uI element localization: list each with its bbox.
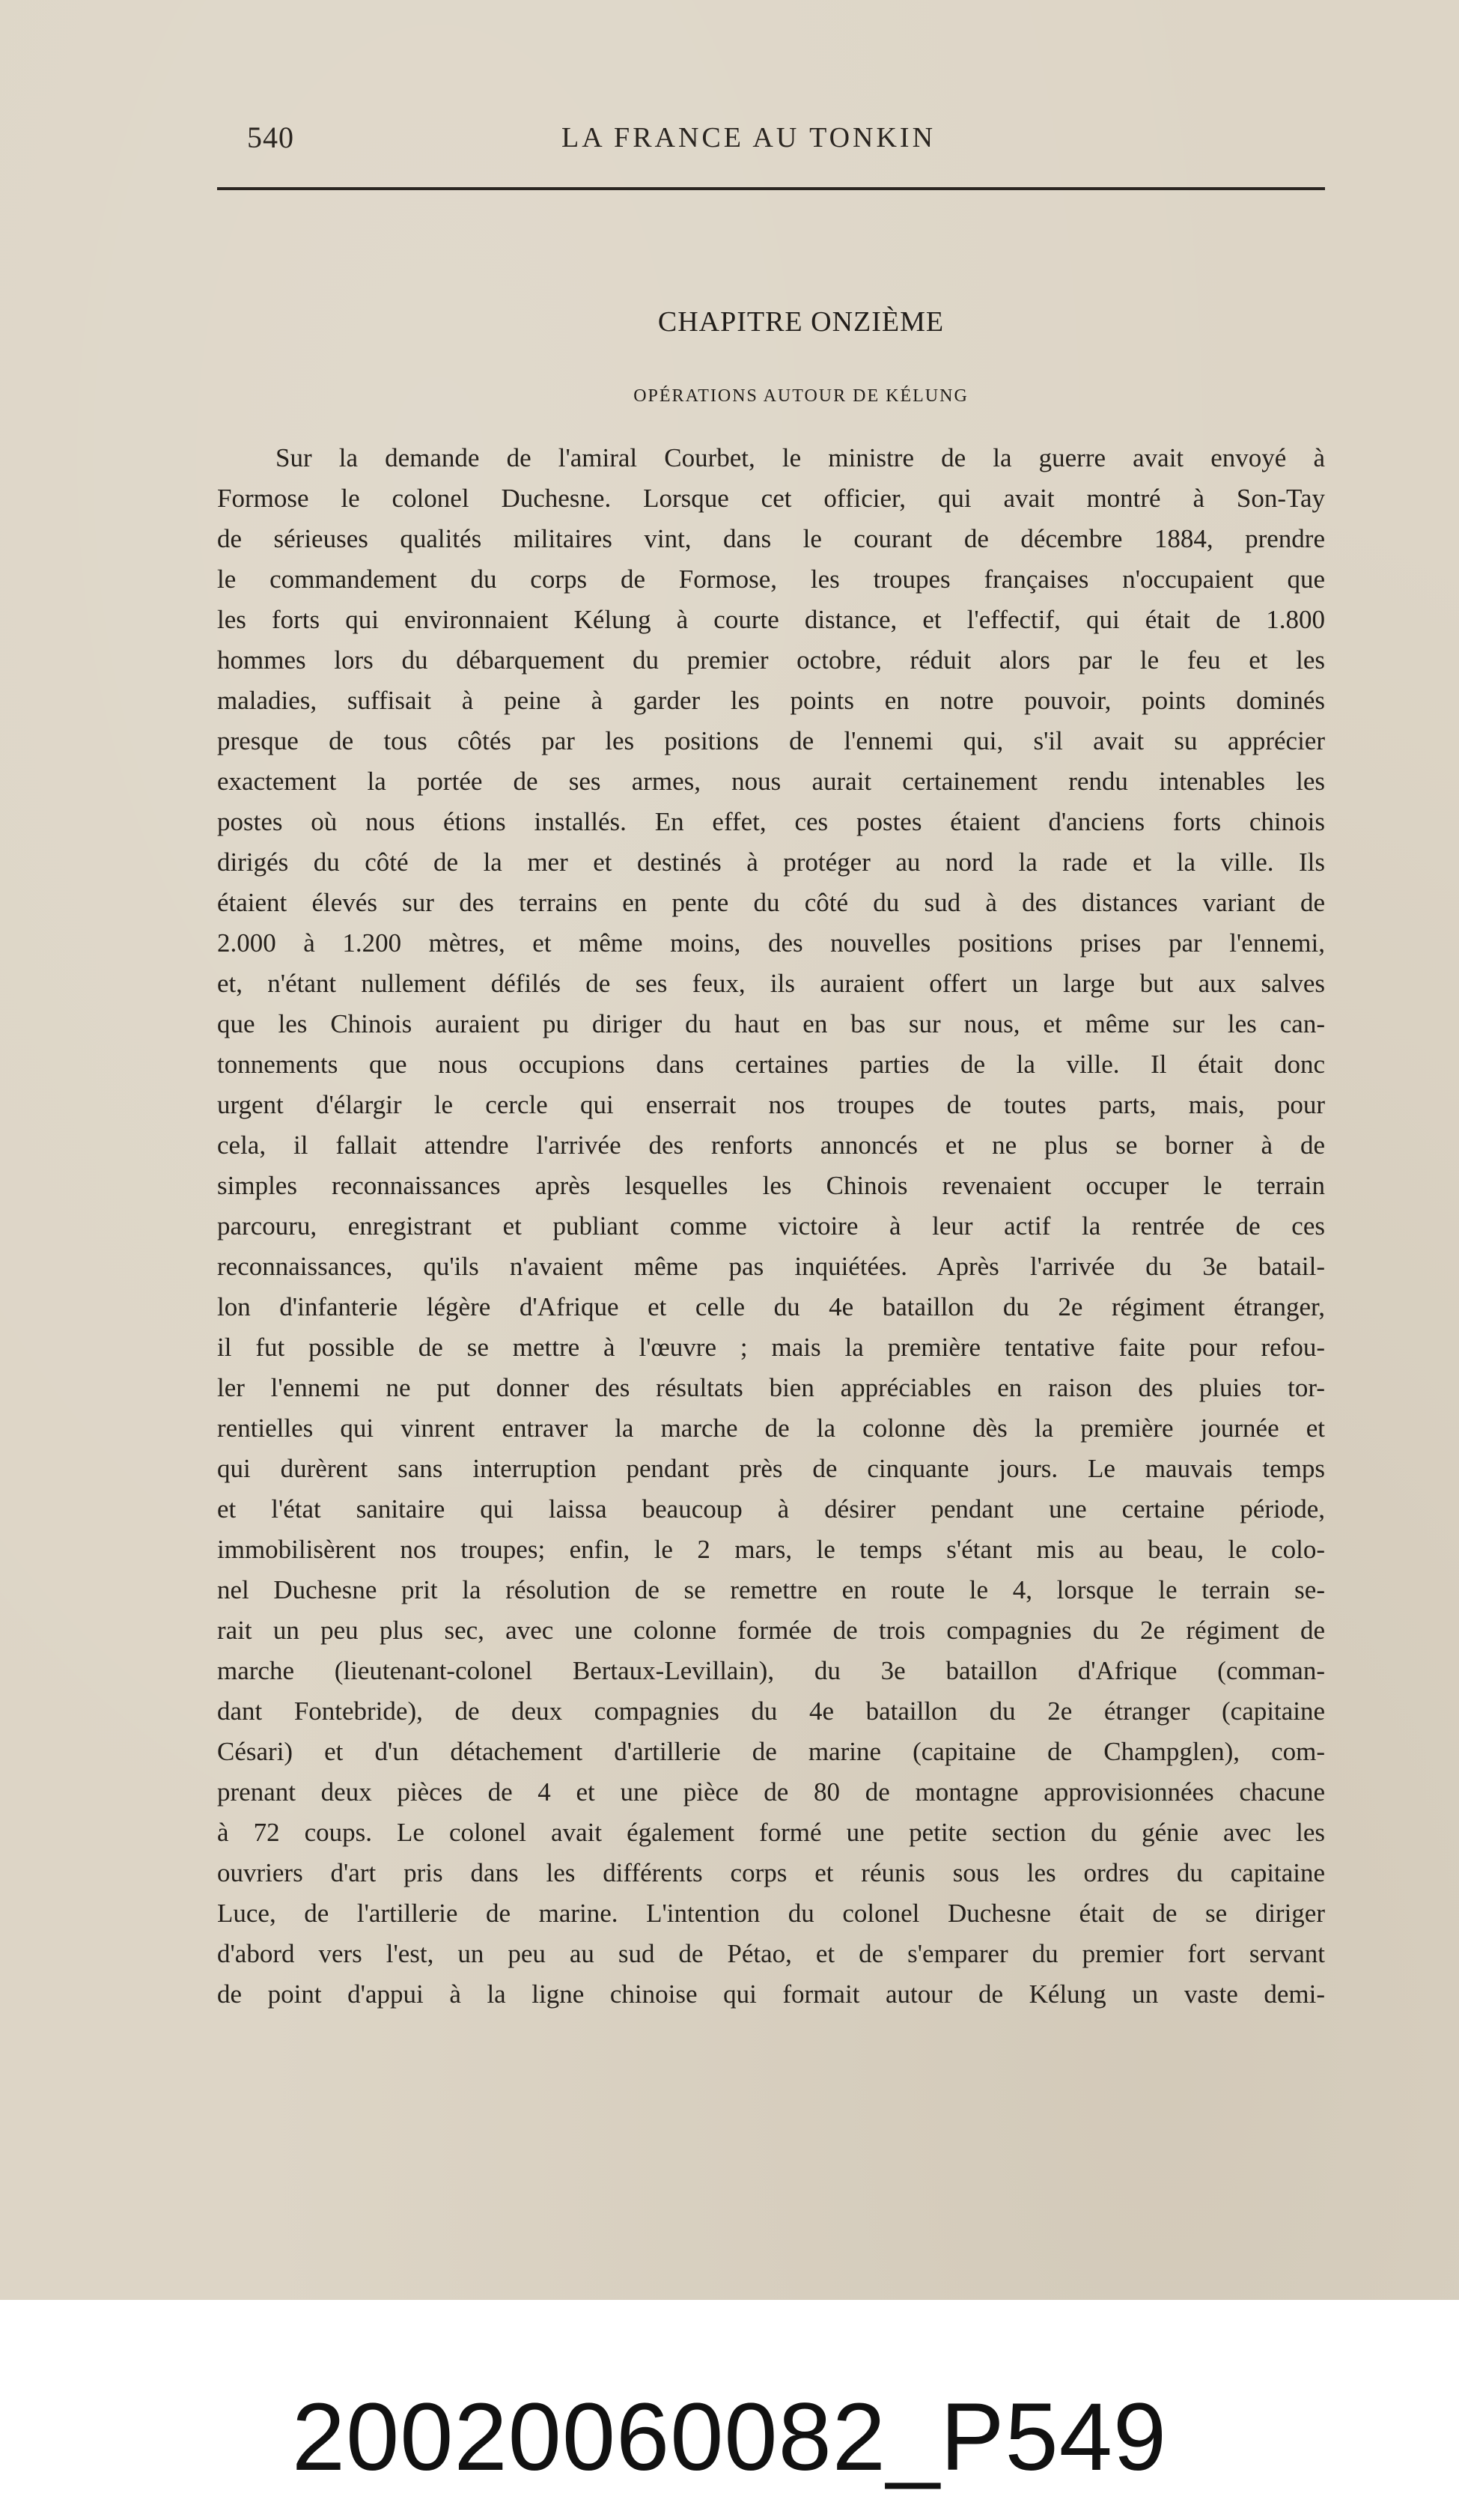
image-caption: 20020060082_P549: [291, 2384, 1168, 2491]
text-line: urgent d'élargir le cercle qui enserrait nos troupes de toutes parts, mais, pour: [217, 1090, 1325, 1119]
text-line: Luce, de l'artillerie de marine. L'intention du colonel Duchesne était de se diriger: [217, 1899, 1325, 1928]
text-line: étaient élevés sur des terrains en pente du côté du sud à des distances variant de: [217, 888, 1325, 917]
chapter-title: CHAPITRE ONZIÈME: [657, 306, 945, 338]
text-line: parcouru, enregistrant et publiant comme victoire à leur actif la rentrée de ces: [217, 1211, 1325, 1241]
text-line: rait un peu plus sec, avec une colonne formée de trois compagnies du 2e régiment de: [217, 1616, 1325, 1645]
text-line: ler l'ennemi ne put donner des résultats bien appréciables en raison des pluies tor-: [217, 1373, 1325, 1402]
text-line: 2.000 à 1.200 mètres, et même moins, des nouvelles positions prises par l'ennemi,: [217, 928, 1325, 958]
text-line: et l'état sanitaire qui laissa beaucoup à désirer pendant une certaine période,: [217, 1494, 1325, 1524]
text-line: simples reconnaissances après lesquelles les Chinois revenaient occuper le terrain: [217, 1171, 1325, 1200]
text-line: que les Chinois auraient pu diriger du haut en bas sur nous, et même sur les can-: [217, 1009, 1325, 1038]
running-title: LA FRANCE AU TONKIN: [561, 122, 936, 153]
text-line: marche (lieutenant-colonel Bertaux-Levillain), du 3e bataillon d'Afrique (comman-: [217, 1656, 1325, 1685]
text-line: ouvriers d'art pris dans les différents corps et réunis sous les ordres du capitaine: [217, 1858, 1325, 1887]
page-number: 540: [247, 121, 294, 154]
text-line: Césari) et d'un détachement d'artillerie de marine (capitaine de Champglen), com-: [217, 1737, 1325, 1766]
text-line: d'abord vers l'est, un peu au sud de Pétao, et de s'emparer du premier fort servant: [217, 1939, 1325, 1968]
header-rule: [217, 187, 1325, 190]
text-line: immobilisèrent nos troupes; enfin, le 2 mars, le temps s'étant mis au beau, le colo-: [217, 1535, 1325, 1564]
text-line: rentielles qui vinrent entraver la marche de la colonne dès la première journée et: [217, 1413, 1325, 1443]
text-line: et, n'étant nullement défilés de ses feux, ils auraient offert un large but aux salves: [217, 969, 1325, 998]
text-line: le commandement du corps de Formose, les troupes françaises n'occupaient que: [217, 564, 1325, 594]
text-line: dirigés du côté de la mer et destinés à protéger au nord la rade et la ville. Ils: [217, 847, 1325, 877]
text-line: exactement la portée de ses armes, nous aurait certainement rendu intenables les: [217, 767, 1325, 796]
text-line: à 72 coups. Le colonel avait également formé une petite section du génie avec les: [217, 1818, 1325, 1847]
text-line: tonnements que nous occupions dans certaines parties de la ville. Il était donc: [217, 1050, 1325, 1079]
text-line: Formose le colonel Duchesne. Lorsque cet officier, qui avait montré à Son-Tay: [217, 484, 1325, 513]
text-line: lon d'infanterie légère d'Afrique et celle du 4e bataillon du 2e régiment étranger,: [217, 1292, 1325, 1321]
text-line: postes où nous étions installés. En effet, ces postes étaient d'anciens forts chinois: [217, 807, 1325, 836]
text-line: presque de tous côtés par les positions de l'ennemi qui, s'il avait su apprécier: [217, 726, 1325, 755]
text-line: Sur la demande de l'amiral Courbet, le ministre de la guerre avait envoyé à: [275, 443, 1325, 472]
section-title: OPÉRATIONS AUTOUR DE KÉLUNG: [633, 386, 969, 406]
text-line: nel Duchesne prit la résolution de se remettre en route le 4, lorsque le terrain se-: [217, 1575, 1325, 1604]
text-line: maladies, suffisait à peine à garder les points en notre pouvoir, points dominés: [217, 686, 1325, 715]
text-line: dant Fontebride), de deux compagnies du 4e bataillon du 2e étranger (capitaine: [217, 1696, 1325, 1726]
text-line: cela, il fallait attendre l'arrivée des renforts annoncés et ne plus se borner à de: [217, 1130, 1325, 1160]
body-text: [217, 438, 1325, 2015]
text-line: de sérieuses qualités militaires vint, dans le courant de décembre 1884, prendre: [217, 524, 1325, 553]
text-line: les forts qui environnaient Kélung à courte distance, et l'effectif, qui était de 1.800: [217, 605, 1325, 634]
text-line: qui durèrent sans interruption pendant près de cinquante jours. Le mauvais temps: [217, 1454, 1325, 1483]
text-line: prenant deux pièces de 4 et une pièce de 80 de montagne approvisionnées chacune: [217, 1777, 1325, 1807]
text-line: il fut possible de se mettre à l'œuvre ; mais la première tentative faite pour refou-: [217, 1333, 1325, 1362]
text-line: de point d'appui à la ligne chinoise qui formait autour de Kélung un vaste demi-: [217, 1979, 1325, 2009]
text-line: hommes lors du débarquement du premier octobre, réduit alors par le feu et les: [217, 645, 1325, 675]
text-line: reconnaissances, qu'ils n'avaient même pas inquiétées. Après l'arrivée du 3e batail-: [217, 1252, 1325, 1281]
caption-area: [0, 2300, 1459, 2520]
running-head: [217, 120, 1325, 157]
